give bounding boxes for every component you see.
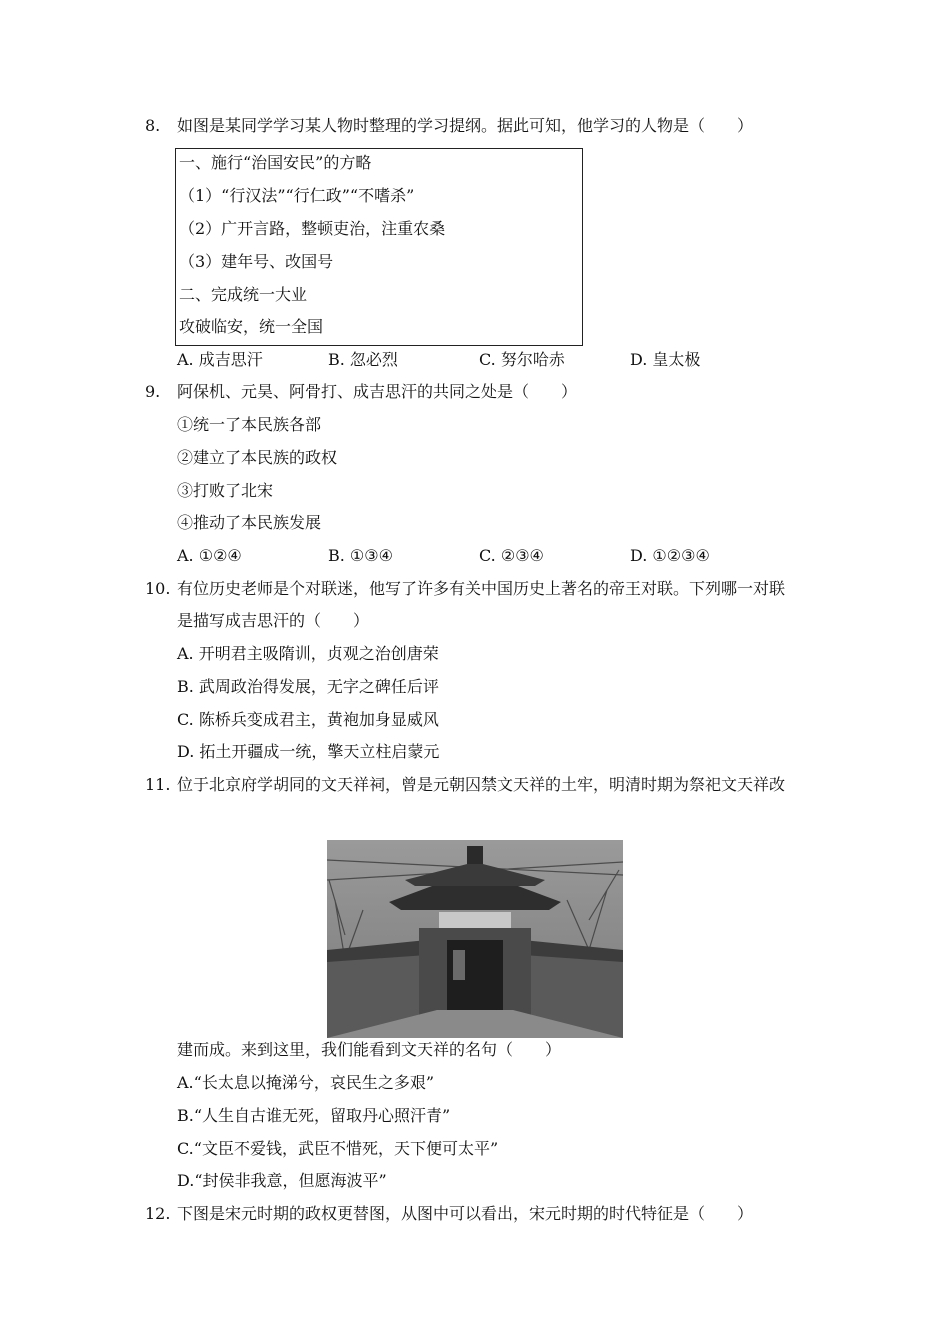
statement-item: ③打败了北宋 bbox=[177, 481, 274, 500]
option-b[interactable]: B. 武周政治得发展，无字之碑任后评 bbox=[177, 677, 439, 696]
option-d[interactable]: D. ①②③④ bbox=[630, 546, 710, 565]
question-text: 位于北京府学胡同的文天祥祠，曾是元朝囚禁文天祥的土牢，明清时期为祭祀文天祥改 bbox=[177, 775, 786, 794]
option-a[interactable]: A. ①②④ bbox=[177, 546, 242, 565]
option-b[interactable]: B. ①③④ bbox=[328, 546, 393, 565]
option-c[interactable]: C. 陈桥兵变成君主，黄袍加身显威风 bbox=[177, 710, 439, 729]
option-b[interactable]: B. 忽必烈 bbox=[328, 350, 398, 369]
statement-item: ①统一了本民族各部 bbox=[177, 415, 322, 434]
outline-line: （3）建年号、改国号 bbox=[179, 252, 334, 271]
option-b[interactable]: B.“人生自古谁无死，留取丹心照汗青” bbox=[177, 1106, 451, 1125]
question-text: 阿保机、元昊、阿骨打、成吉思汗的共同之处是（ ） bbox=[177, 382, 578, 401]
question-number: 12. bbox=[145, 1204, 171, 1223]
question-text-continued: 是描写成吉思汗的（ ） bbox=[177, 611, 370, 630]
question-text: 下图是宋元时期的政权更替图，从图中可以看出，宋元时期的时代特征是（ ） bbox=[177, 1204, 754, 1223]
outline-line: 攻破临安，统一全国 bbox=[179, 317, 324, 336]
option-a[interactable]: A.“长太息以掩涕兮，哀民生之多艰” bbox=[177, 1073, 435, 1092]
option-d[interactable]: D. 皇太极 bbox=[630, 350, 701, 369]
question-text: 如图是某同学学习某人物时整理的学习提纲。据此可知，他学习的人物是（ ） bbox=[177, 116, 754, 135]
question-text-continued: 建而成。来到这里，我们能看到文天祥的名句（ ） bbox=[177, 1040, 562, 1059]
option-a[interactable]: A. 成吉思汗 bbox=[177, 350, 263, 369]
question-number: 9. bbox=[145, 382, 161, 401]
question-text: 有位历史老师是个对联迷，他写了许多有关中国历史上著名的帝王对联。下列哪一对联 bbox=[177, 579, 786, 598]
statement-item: ②建立了本民族的政权 bbox=[177, 448, 338, 467]
option-c[interactable]: C. ②③④ bbox=[479, 546, 544, 565]
option-a[interactable]: A. 开明君主吸隋训，贞观之治创唐荣 bbox=[177, 644, 439, 663]
outline-line: 一、施行“治国安民”的方略 bbox=[179, 153, 372, 172]
outline-line: （2）广开言路，整顿吏治，注重农桑 bbox=[179, 219, 446, 238]
question-number: 10. bbox=[145, 579, 171, 598]
outline-box bbox=[175, 148, 583, 346]
wen-tianxiang-shrine-photo bbox=[327, 840, 623, 1038]
option-d[interactable]: D.“封侯非我意，但愿海波平” bbox=[177, 1171, 387, 1190]
outline-line: 二、完成统一大业 bbox=[179, 285, 308, 304]
question-number: 11. bbox=[145, 775, 171, 794]
option-c[interactable]: C. 努尔哈赤 bbox=[479, 350, 565, 369]
option-d[interactable]: D. 拓土开疆成一统，擎天立柱启蒙元 bbox=[177, 742, 440, 761]
statement-item: ④推动了本民族发展 bbox=[177, 513, 322, 532]
option-c[interactable]: C.“文臣不爱钱，武臣不惜死，天下便可太平” bbox=[177, 1139, 499, 1158]
question-number: 8. bbox=[145, 116, 161, 135]
outline-line: （1）“行汉法”“行仁政”“不嗜杀” bbox=[179, 186, 415, 205]
